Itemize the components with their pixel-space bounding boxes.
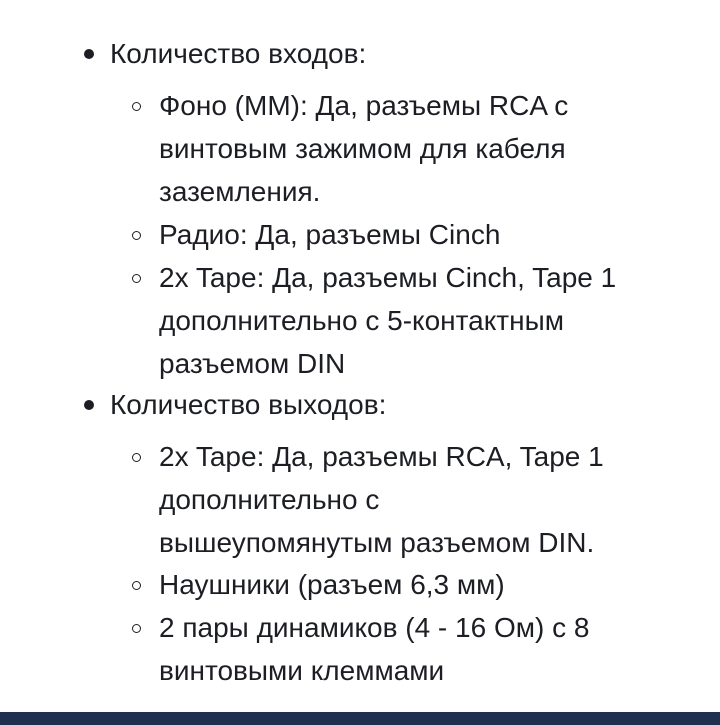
bullet-circle-icon (132, 581, 141, 590)
bullet-circle-icon (132, 102, 141, 111)
bullet-disc-icon (84, 400, 94, 410)
bottom-accent-bar (0, 712, 720, 725)
tape-inputs-text: 2x Tape: Да, разъемы Cinch, Tape 1 дополнительно с 5-контактным разъемом DIN (159, 262, 617, 379)
tape-outputs-text: 2x Tape: Да, разъемы RCA, Tape 1 дополнительно с вышеупомянутым разъемом DIN. (159, 441, 604, 558)
radio-text: Радио: Да, разъемы Cinch (159, 219, 501, 250)
outputs-heading: Количество выходов: (110, 389, 387, 420)
bullet-circle-icon (132, 624, 141, 633)
bullet-disc-icon (84, 49, 94, 59)
bullet-circle-icon (132, 274, 141, 283)
bullet-circle-icon (132, 231, 141, 240)
speakers-text: 2 пары динамиков (4 - 16 Ом) с 8 винтовыми клеммами (159, 612, 590, 686)
phono-text: Фоно (ММ): Да, разъемы RCA с винтовым зажимом для кабеля заземления. (159, 90, 569, 207)
headphones-text: Наушники (разъем 6,3 мм) (159, 569, 505, 600)
inputs-heading: Количество входов: (110, 38, 367, 69)
bullet-circle-icon (132, 453, 141, 462)
